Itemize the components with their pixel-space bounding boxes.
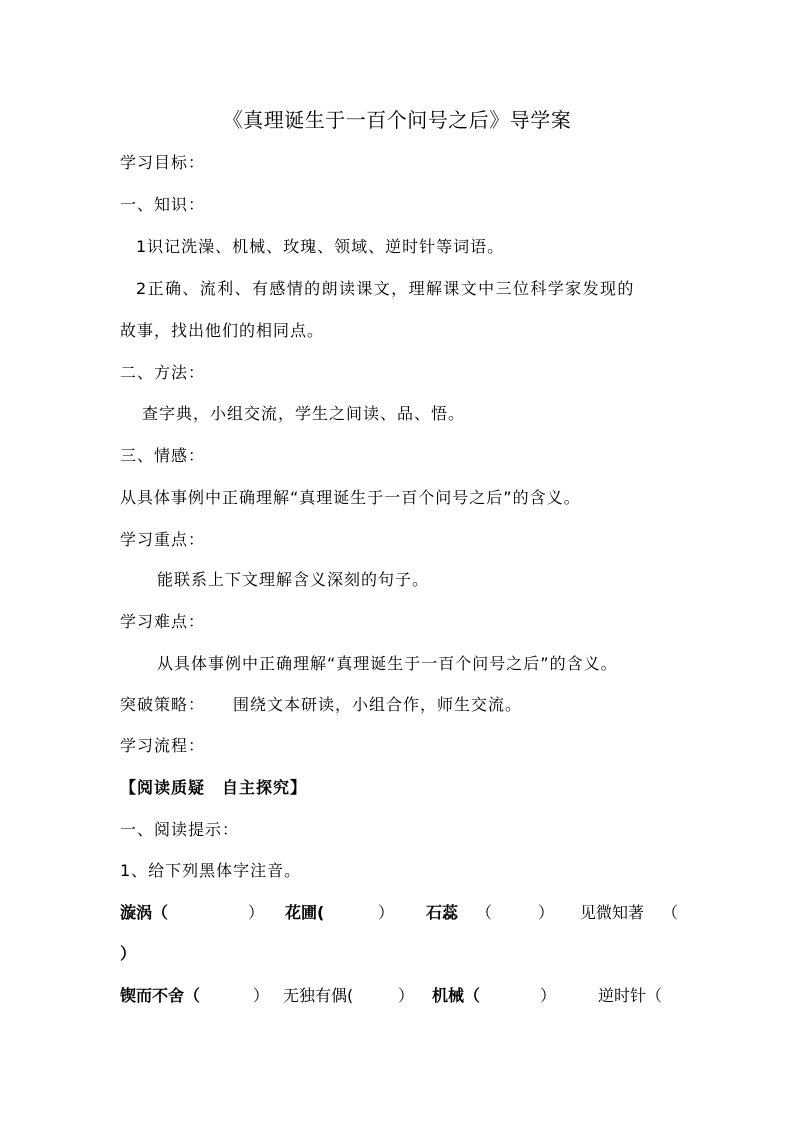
process-heading: 学习流程： [120, 736, 206, 755]
pinyin-row-1-continued: ） [120, 944, 138, 963]
document-title: 《真理诞生于一百个问号之后》导学案 [222, 108, 572, 132]
goals-heading: 学习目标： [120, 153, 206, 172]
pinyin-word-8: 逆时针（ [598, 986, 663, 1005]
pinyin-close-2: ） [378, 903, 395, 922]
knowledge-item-2-line-1: 2正确、流利、有感情的朗读课文，理解课文中三位科学家发现的 [136, 279, 635, 298]
section-heading: 【阅读质疑 自主探究】 [120, 778, 308, 797]
pinyin-open-4: （ [662, 903, 679, 922]
method-heading: 二、方法： [120, 363, 206, 382]
strategy-text: 围绕文本研读，小组合作，师生交流。 [233, 695, 523, 714]
difficulty-heading: 学习难点： [120, 612, 206, 631]
knowledge-item-2-line-2: 故事，找出他们的相同点。 [120, 321, 325, 340]
pinyin-word-2: 花圃( [285, 903, 325, 922]
task-1: 1、给下列黑体字注音。 [120, 861, 302, 880]
emotion-text: 从具体事例中正确理解“真理诞生于一百个问号之后”的含义。 [120, 488, 581, 507]
pinyin-word-4: 见微知著 [580, 903, 645, 922]
difficulty-text: 从具体事例中正确理解“真理诞生于一百个问号之后”的含义。 [157, 654, 618, 673]
pinyin-word-6: 无独有偶( [283, 986, 354, 1005]
reading-tip-heading: 一、阅读提示： [120, 820, 240, 839]
strategy-label: 突破策略： [120, 695, 206, 714]
pinyin-word-7: 机械（ [432, 986, 481, 1005]
pinyin-word-1: 漩涡（ [120, 903, 169, 922]
method-text: 查字典，小组交流，学生之间读、品、悟。 [142, 404, 466, 423]
pinyin-word-5: 锲而不舍（ [120, 986, 201, 1005]
pinyin-word-3: 石蕊 [426, 903, 459, 922]
pinyin-close-7: ） [540, 986, 557, 1005]
key-heading: 学习重点： [120, 530, 206, 549]
pinyin-close-3: ） [538, 903, 555, 922]
key-text: 能联系上下文理解含义深刻的句子。 [157, 570, 430, 589]
pinyin-open-3: （ [476, 903, 493, 922]
pinyin-close-6: ） [398, 986, 415, 1005]
emotion-heading: 三、情感： [120, 446, 206, 465]
knowledge-heading: 一、知识： [120, 195, 206, 214]
pinyin-close-1: ） [248, 903, 265, 922]
knowledge-item-1: 1识记洗澡、机械、玫瑰、领域、逆时针等词语。 [136, 237, 505, 256]
pinyin-close-5: ） [253, 986, 270, 1005]
